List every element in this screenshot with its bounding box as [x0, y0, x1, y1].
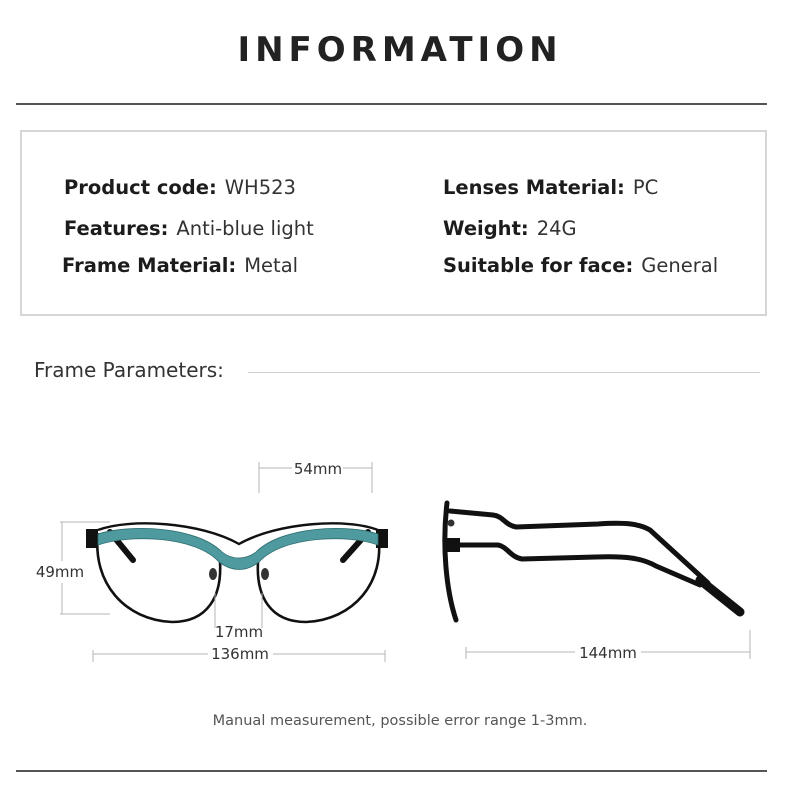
spec-value: PC	[632, 176, 659, 199]
spec-features	[64, 217, 314, 240]
teal-brow	[98, 528, 378, 569]
spec-label: Product code:	[64, 176, 217, 199]
frame-width-label: 136mm	[211, 645, 269, 663]
spec-label: Features:	[64, 217, 169, 240]
spec-value: Anti-blue light	[176, 217, 314, 240]
glasses-front-view	[86, 523, 388, 622]
page-title: INFORMATION	[237, 30, 563, 70]
left-nose-pad	[209, 568, 217, 580]
spec-label: Suitable for face:	[443, 254, 634, 277]
bottom-divider	[16, 770, 767, 772]
bridge-width-label: 17mm	[214, 623, 264, 641]
side-hinge	[446, 538, 460, 552]
right-nose-pad	[261, 568, 269, 580]
spec-label: Lenses Material:	[443, 176, 625, 199]
side-screw	[448, 520, 455, 527]
specs-panel	[20, 130, 767, 316]
section-divider	[248, 372, 760, 373]
temple-length-label: 144mm	[579, 644, 637, 662]
spec-suitable-for-face	[443, 254, 718, 277]
spec-label: Frame Material:	[62, 254, 237, 277]
measurement-note: Manual measurement, possible error range 1-3mm.	[212, 713, 588, 729]
spec-frame-material	[62, 254, 298, 277]
lens-height-label: 49mm	[35, 563, 85, 581]
frame-parameters-label: Frame Parameters:	[34, 358, 224, 382]
glasses-side-view	[445, 503, 740, 620]
spec-weight	[443, 217, 577, 240]
spec-label: Weight:	[443, 217, 529, 240]
temple-tip	[700, 580, 740, 612]
frame-diagram	[0, 440, 800, 680]
spec-lenses-material	[443, 176, 658, 199]
spec-product-code	[64, 176, 296, 199]
spec-value: WH523	[224, 176, 296, 199]
spec-value: 24G	[536, 217, 577, 240]
spec-value: General	[641, 254, 719, 277]
spec-value: Metal	[244, 254, 299, 277]
side-lower-temple	[450, 545, 700, 585]
top-divider	[16, 103, 767, 105]
lens-width-label: 54mm	[293, 460, 343, 478]
